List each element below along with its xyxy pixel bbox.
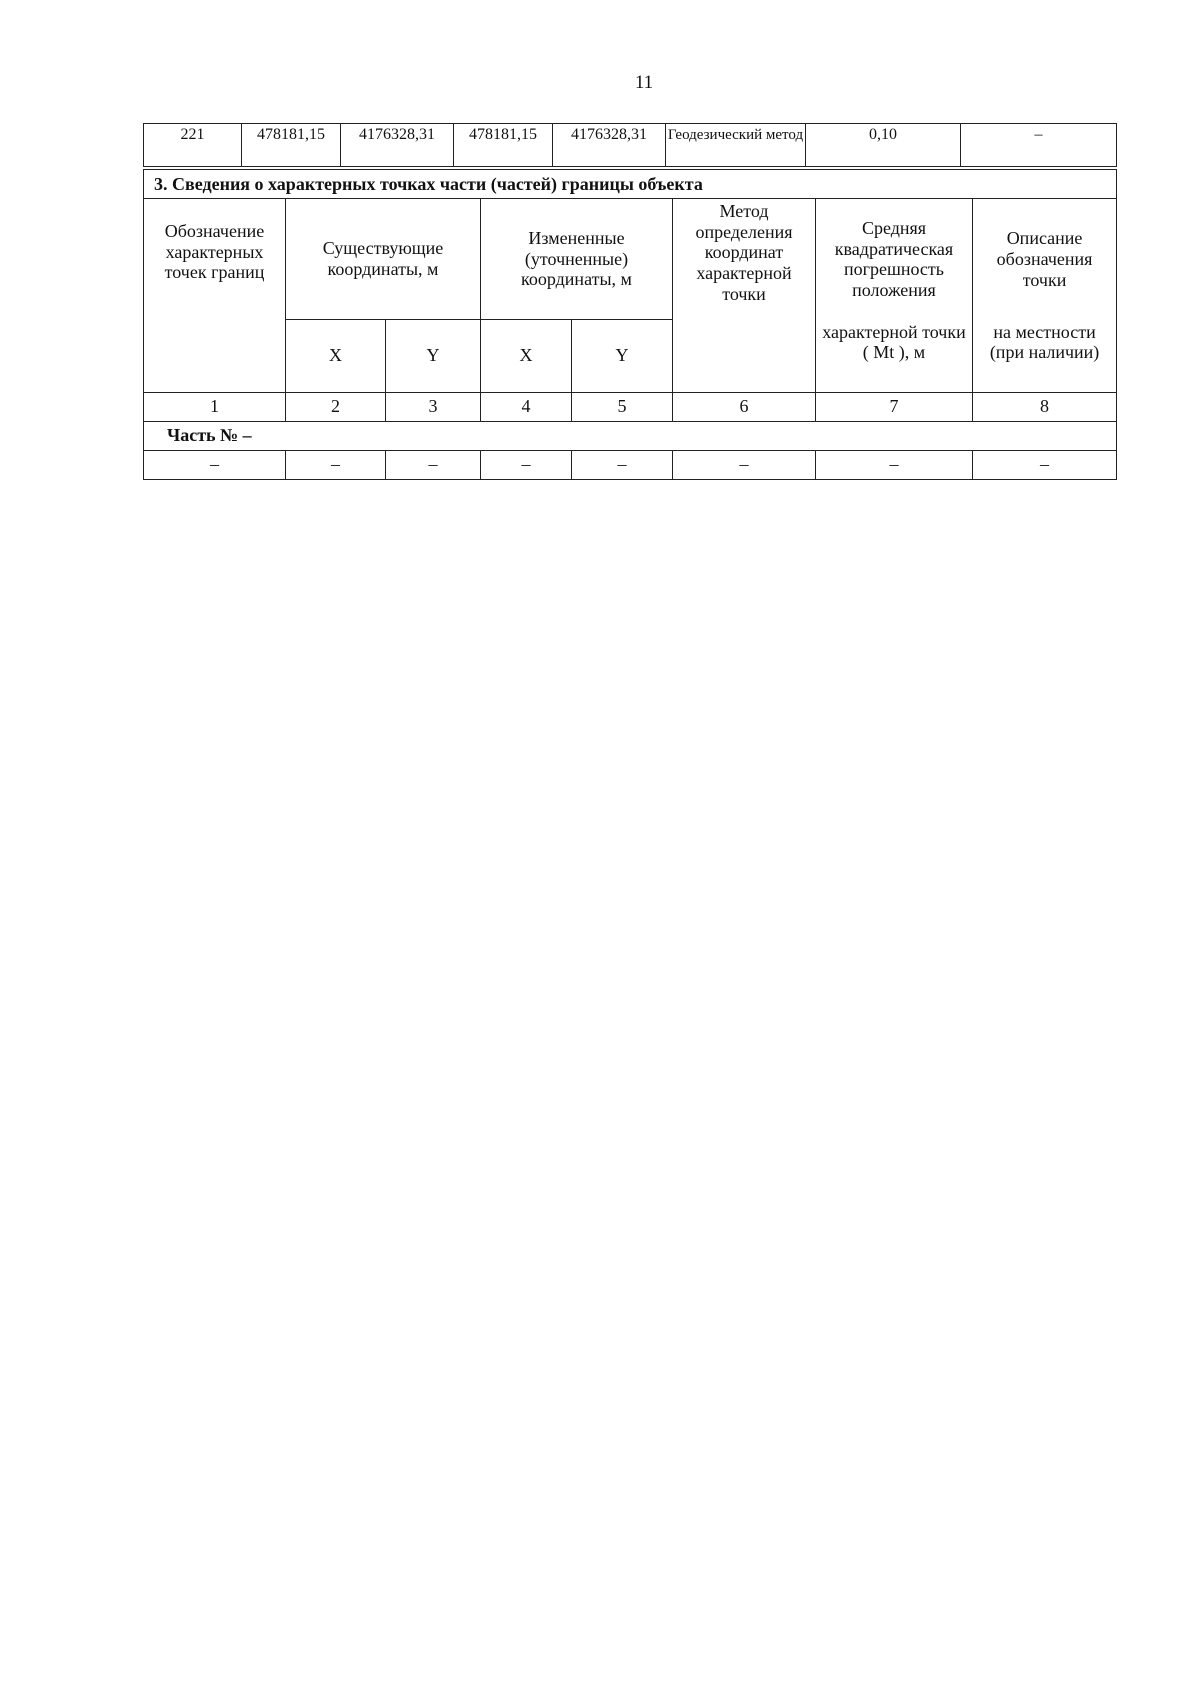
column-number: 6 — [673, 392, 816, 421]
table-cell: – — [973, 450, 1117, 479]
x-existing-cell: 478181,15 — [242, 124, 341, 167]
column-number: 2 — [286, 392, 386, 421]
header-existing-coords: Существующие координаты, м — [286, 199, 481, 320]
table-row — [144, 124, 1117, 167]
method-cell: Геодезический метод — [666, 124, 806, 167]
x-changed-cell: 478181,15 — [454, 124, 553, 167]
header-changed-coords: Измененные (уточненные) координаты, м — [481, 199, 673, 320]
part-row — [144, 421, 1117, 450]
page-number: 11 — [634, 72, 654, 93]
table-cell: – — [481, 450, 572, 479]
column-number: 8 — [973, 392, 1117, 421]
y-changed-cell: 4176328,31 — [553, 124, 666, 167]
column-number-row — [144, 392, 1117, 421]
characteristic-points-table — [143, 169, 1117, 480]
column-number: 1 — [144, 392, 286, 421]
y-existing-cell: 4176328,31 — [341, 124, 454, 167]
part-label: Часть № – — [144, 421, 1117, 450]
table-cell: – — [816, 450, 973, 479]
accuracy-cell: 0,10 — [806, 124, 961, 167]
column-number: 3 — [386, 392, 481, 421]
header-x-existing: X — [286, 320, 386, 393]
table-cell: – — [386, 450, 481, 479]
section-title: 3. Сведения о характерных точках части (частей) границы объекта — [144, 170, 1117, 199]
table-cell: – — [144, 450, 286, 479]
header-row-bottom — [144, 320, 1117, 393]
header-description-top: Описание обозначения точки — [973, 199, 1117, 320]
table-cell: – — [572, 450, 673, 479]
header-row-top — [144, 199, 1117, 320]
column-number: 7 — [816, 392, 973, 421]
continuation-table — [143, 123, 1117, 167]
header-accuracy-top: Средняя квадратическая погрешность положения — [816, 199, 973, 320]
table-row — [144, 450, 1117, 479]
description-cell: – — [961, 124, 1117, 167]
header-y-changed: Y — [572, 320, 673, 393]
header-y-existing: Y — [386, 320, 481, 393]
column-number: 5 — [572, 392, 673, 421]
column-number: 4 — [481, 392, 572, 421]
header-x-changed: X — [481, 320, 572, 393]
header-description-bottom: на местности (при наличии) — [973, 320, 1117, 393]
header-method: Метод определения координат характерной точки — [673, 199, 816, 393]
table-cell: – — [673, 450, 816, 479]
point-id-cell: 221 — [144, 124, 242, 167]
section-title-row — [144, 170, 1117, 199]
table-cell: – — [286, 450, 386, 479]
header-designation: Обозначение характерных точек границ — [144, 199, 286, 393]
header-accuracy-bottom: характерной точки ( Mt ), м — [816, 320, 973, 393]
